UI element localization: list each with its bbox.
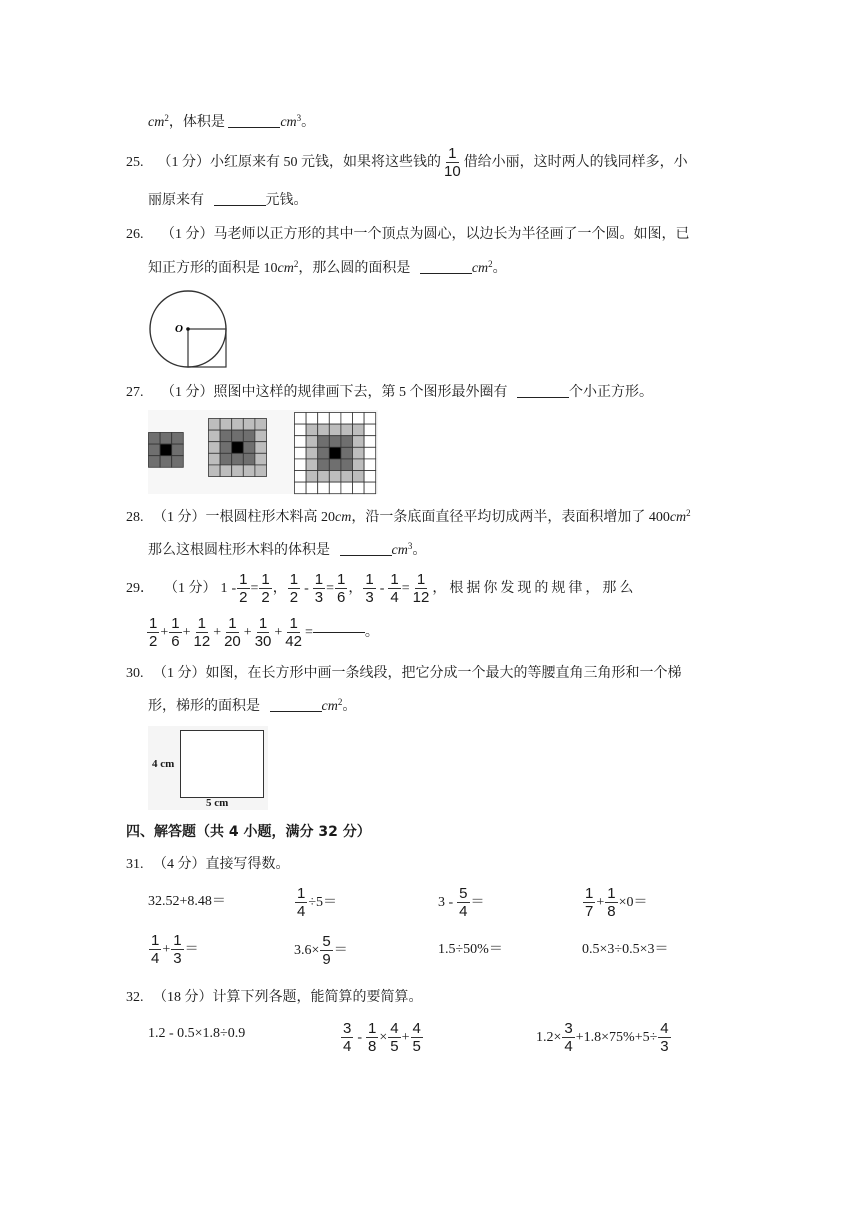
grid-cell [160, 444, 172, 456]
grid-cell [341, 436, 353, 448]
fraction: $\frac{1}{4}$ [297, 885, 306, 920]
fraction: $\frac{5}{4}$ [459, 885, 468, 920]
grid-cell [149, 456, 161, 468]
question-points: （1 分） [161, 385, 214, 400]
grid-cell [295, 447, 307, 459]
compute-item-a: 1.2 - 0.5×1.8÷0.9 [148, 1026, 246, 1041]
q26-line1: 26. （1 分）马老师以正方形的其中一个顶点为圆心，以边长为半径画了一个圆。如图，已 [126, 227, 690, 242]
grid-cell [306, 447, 318, 459]
grid-cell [295, 459, 307, 471]
answer-blank [313, 632, 365, 633]
grid-cell [318, 413, 330, 425]
fraction: $\frac{1}{12}$ [193, 615, 211, 650]
q25-line2: 丽原来有 元钱。 [148, 193, 308, 208]
fraction: $\frac{1}{7}$ [585, 885, 594, 920]
question-points: （1 分） [157, 154, 210, 170]
question-points: （1 分） [164, 580, 217, 596]
grid-cell [172, 444, 184, 456]
grid-cell [209, 442, 221, 454]
grid-cell [341, 413, 353, 425]
grid-cell [364, 459, 376, 471]
fraction: $\frac{1}{4}$ [390, 571, 399, 606]
grid-cell [295, 482, 307, 494]
grid-cell [306, 424, 318, 436]
circle-square-figure [148, 288, 230, 370]
fraction: $\frac{1}{6}$ [171, 615, 180, 650]
question-points: （18 分） [153, 990, 213, 1005]
calc-item-e: $\frac{1}{4}$ + $\frac{1}{3}$ ＝ [151, 932, 199, 967]
center-label: O [175, 323, 183, 335]
calc-item-a: 32.52+8.48＝ [148, 894, 226, 909]
q27-line: 27. （1 分）照图中这样的规律画下去，第 5 个图形最外圈有 个小正方形。 [126, 385, 653, 400]
grid-cell [209, 430, 221, 442]
fraction: $\frac{1}{2}$ [239, 571, 248, 606]
question-number: 28. [126, 510, 144, 525]
question-number: 31. [126, 857, 144, 872]
question-number: 27. [126, 385, 144, 400]
fraction: $\frac{4}{5}$ [390, 1020, 399, 1055]
grid-cell [318, 424, 330, 436]
grid-cell [306, 436, 318, 448]
pattern-figure-3 [294, 412, 378, 496]
grid-cell [243, 442, 255, 454]
grid-cell [220, 453, 232, 465]
q29-line2: $\frac{1}{2}$ + $\frac{1}{6}$ + $\frac{1}{12}$ + $\frac{1}{20}$ + $\frac{1}{30}$ + $\frac{1}{42}$ = 。 [149, 615, 379, 650]
fraction: $\frac{3}{4}$ [564, 1020, 573, 1055]
calc-item-b: $\frac{1}{4}$ ÷5＝ [297, 885, 338, 920]
grid-cell [149, 444, 161, 456]
grid-cell [220, 419, 232, 431]
grid-cell [306, 459, 318, 471]
grid-cell [306, 482, 318, 494]
grid-cell [329, 424, 341, 436]
grid-cell [353, 413, 365, 425]
grid-cell [329, 413, 341, 425]
answer-blank [270, 711, 322, 712]
grid-cell [353, 447, 365, 459]
grid-cell [209, 465, 221, 477]
grid-cell [318, 482, 330, 494]
fraction: $\frac{5}{9}$ [322, 933, 331, 968]
fraction: $\frac{1}{30}$ [254, 615, 272, 650]
fraction: $\frac{1}{20}$ [224, 615, 241, 650]
q29-line1: 29． （1 分） 1 - $\frac{1}{2}$ = $\frac{1}{2}$ ， $\frac{1}{2}$ - $\frac{1}{3}$ = $\frac{1}{6}$ ， $\frac{1}{3}$ - $\frac{1}{4}$ = $\frac{1}{12}$ ，根据你发现的规律，那么 [126, 571, 637, 606]
grid-cell [329, 436, 341, 448]
question-number: 25. [126, 154, 144, 170]
grid-cell [255, 430, 267, 442]
grid-cell [243, 453, 255, 465]
grid-cell [172, 433, 184, 445]
grid-cell [295, 471, 307, 483]
grid-cell [341, 459, 353, 471]
grid-cell [306, 471, 318, 483]
q31-title: 31. （4 分）直接写得数。 [126, 857, 290, 872]
question-number: 26. [126, 227, 144, 242]
fraction: $\frac{1}{8}$ [368, 1020, 377, 1055]
grid-cell [364, 424, 376, 436]
fraction: $\frac{1}{10}$ [444, 145, 461, 180]
fraction: $\frac{1}{4}$ [151, 932, 160, 967]
calc-item-h: 0.5×3÷0.5×3＝ [582, 942, 669, 957]
grid-cell [255, 465, 267, 477]
grid-cell [209, 419, 221, 431]
q25-line1: 25. （1 分） 小红原来有 50 元钱，如果将这些钱的 $\frac{1}{10}$ 借给小丽，这时两人的钱同样多，小 [126, 145, 688, 180]
pattern-figure-2 [208, 418, 268, 478]
section-heading: 四、解答题（共 4 小题，满分 32 分） [126, 824, 371, 840]
fraction: $\frac{4}{5}$ [412, 1020, 421, 1055]
fraction: $\frac{1}{12}$ [412, 571, 430, 606]
grid-cell [243, 465, 255, 477]
calc-item-d: $\frac{1}{7}$ + $\frac{1}{8}$ ×0＝ [585, 885, 648, 920]
grid-cell [353, 424, 365, 436]
grid-cell [232, 453, 244, 465]
grid-cell [232, 465, 244, 477]
fraction: $\frac{1}{3}$ [365, 571, 374, 606]
calc-item-f: 3.6× $\frac{5}{9}$ ＝ [294, 933, 348, 968]
grid-cell [255, 453, 267, 465]
answer-blank [517, 397, 569, 398]
answer-blank [420, 273, 472, 274]
grid-cell [243, 419, 255, 431]
grid-cell [220, 442, 232, 454]
q24-tail: $cm^2$，体积是 $cm^3$。 [148, 113, 316, 130]
q26-line2: 知正方形的面积是 $10cm^2$，那么圆的面积是 $cm^2$。 [148, 259, 507, 276]
fraction: $\frac{1}{2}$ [261, 571, 270, 606]
grid-cell [341, 482, 353, 494]
grid-cell [318, 436, 330, 448]
grid-cell [149, 433, 161, 445]
grid-cell [295, 413, 307, 425]
grid-cell [318, 471, 330, 483]
grid-cell [329, 471, 341, 483]
grid-cell [255, 442, 267, 454]
answer-blank [214, 205, 266, 206]
grid-cell [353, 471, 365, 483]
grid-cell [353, 436, 365, 448]
question-number: 29． [126, 580, 154, 596]
grid-cell [353, 459, 365, 471]
fraction: $\frac{1}{6}$ [337, 571, 346, 606]
grid-cell [172, 456, 184, 468]
calc-item-c: 3 - $\frac{5}{4}$ ＝ [438, 885, 485, 920]
grid-cell [318, 447, 330, 459]
compute-item-c: 1.2× $\frac{3}{4}$ +1.8×75%+5÷ $\frac{4}{3}$ [536, 1020, 669, 1055]
grid-cell [243, 430, 255, 442]
question-points: （1 分） [161, 227, 214, 242]
q28-line1: 28. （1 分）一根圆柱形木料高 20cm，沿一条底面直径平均切成两半，表面积增加了 $400cm^2$ [126, 508, 691, 525]
grid-cell [232, 430, 244, 442]
grid-cell [209, 453, 221, 465]
fraction: $\frac{1}{8}$ [607, 885, 616, 920]
fraction: $\frac{4}{3}$ [660, 1020, 669, 1055]
question-points: （1 分） [153, 510, 206, 525]
height-label: 4 cm [152, 758, 175, 770]
grid-cell [329, 447, 341, 459]
grid-cell [341, 471, 353, 483]
question-number: 32. [126, 990, 144, 1005]
pattern-figure-1 [148, 432, 184, 468]
grid-cell [341, 447, 353, 459]
grid-cell [220, 430, 232, 442]
grid-cell [353, 482, 365, 494]
question-number: 30. [126, 666, 144, 681]
fraction: $\frac{3}{4}$ [343, 1020, 352, 1055]
grid-cell [329, 459, 341, 471]
grid-cell [329, 482, 341, 494]
grid-cell [364, 482, 376, 494]
width-label: 5 cm [206, 797, 229, 809]
grid-cell [364, 471, 376, 483]
fraction: $\frac{1}{2}$ [289, 571, 299, 606]
grid-cell [364, 447, 376, 459]
answer-blank [228, 127, 280, 128]
grid-cell [220, 465, 232, 477]
calc-item-g: 1.5÷50%＝ [438, 942, 503, 957]
fraction: $\frac{1}{3}$ [173, 932, 182, 967]
grid-cell [364, 413, 376, 425]
fraction: $\frac{1}{42}$ [285, 615, 302, 650]
compute-item-b: $\frac{3}{4}$ - $\frac{1}{8}$ × $\frac{4}{5}$ + $\frac{4}{5}$ [343, 1020, 421, 1055]
grid-cell [160, 456, 172, 468]
grid-cell [318, 459, 330, 471]
question-points: （4 分） [153, 857, 206, 872]
rectangle-figure [180, 730, 264, 798]
grid-cell [160, 433, 172, 445]
answer-blank [340, 555, 392, 556]
grid-cell [232, 442, 244, 454]
question-points: （1 分） [153, 666, 206, 681]
grid-cell [255, 419, 267, 431]
q30-line2: 形，梯形的面积是 $cm^2$。 [148, 697, 357, 714]
grid-cell [232, 419, 244, 431]
grid-cell [295, 424, 307, 436]
grid-cell [306, 413, 318, 425]
fraction: $\frac{1}{2}$ [149, 615, 158, 650]
grid-cell [341, 424, 353, 436]
q28-line2: 那么这根圆柱形木料的体积是 $cm^3$。 [148, 541, 427, 558]
fraction: $\frac{1}{3}$ [314, 571, 324, 606]
grid-cell [295, 436, 307, 448]
grid-cell [364, 436, 376, 448]
q32-title: 32. （18 分）计算下列各题，能简算的要简算。 [126, 990, 423, 1005]
q30-line1: 30. （1 分）如图，在长方形中画一条线段，把它分成一个最大的等腰直角三角形和一个梯 [126, 666, 682, 681]
